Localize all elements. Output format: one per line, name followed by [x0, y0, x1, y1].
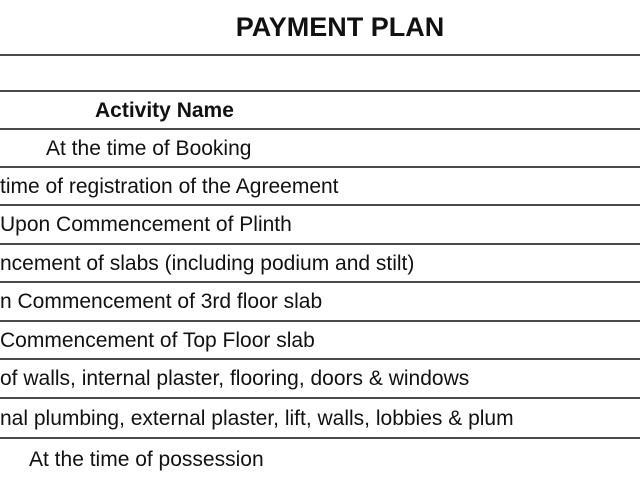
header-row: [0, 92, 640, 130]
activity-cell: At the time of possession: [29, 448, 264, 471]
table-row: [0, 322, 640, 360]
table-row: [0, 130, 640, 168]
blank-row: [0, 56, 640, 92]
activity-cell: time of registration of the Agreement: [0, 174, 339, 198]
activity-cell: Upon Commencement of Plinth: [0, 213, 292, 236]
table-row: [0, 206, 640, 245]
activity-cell: nal plumbing, external plaster, lift, walls, lobbies & plum: [0, 406, 514, 430]
activity-cell: ncement of slabs (including podium and stilt): [0, 251, 415, 275]
column-header-activity-name: Activity Name: [95, 98, 234, 122]
table-row: [0, 439, 640, 480]
activity-cell: Commencement of Top Floor slab: [0, 328, 315, 352]
table-row: [0, 399, 640, 439]
activity-cell: n Commencement of 3rd floor slab: [0, 290, 323, 313]
table-row: [0, 283, 640, 322]
activity-cell: of walls, internal plaster, flooring, doors & windows: [0, 367, 470, 390]
activity-cell: At the time of Booking: [46, 136, 252, 160]
table-row: [0, 360, 640, 399]
table-row: [0, 245, 640, 283]
title-row: [0, 0, 640, 56]
table-title: PAYMENT PLAN: [235, 11, 445, 42]
table-row: [0, 168, 640, 206]
